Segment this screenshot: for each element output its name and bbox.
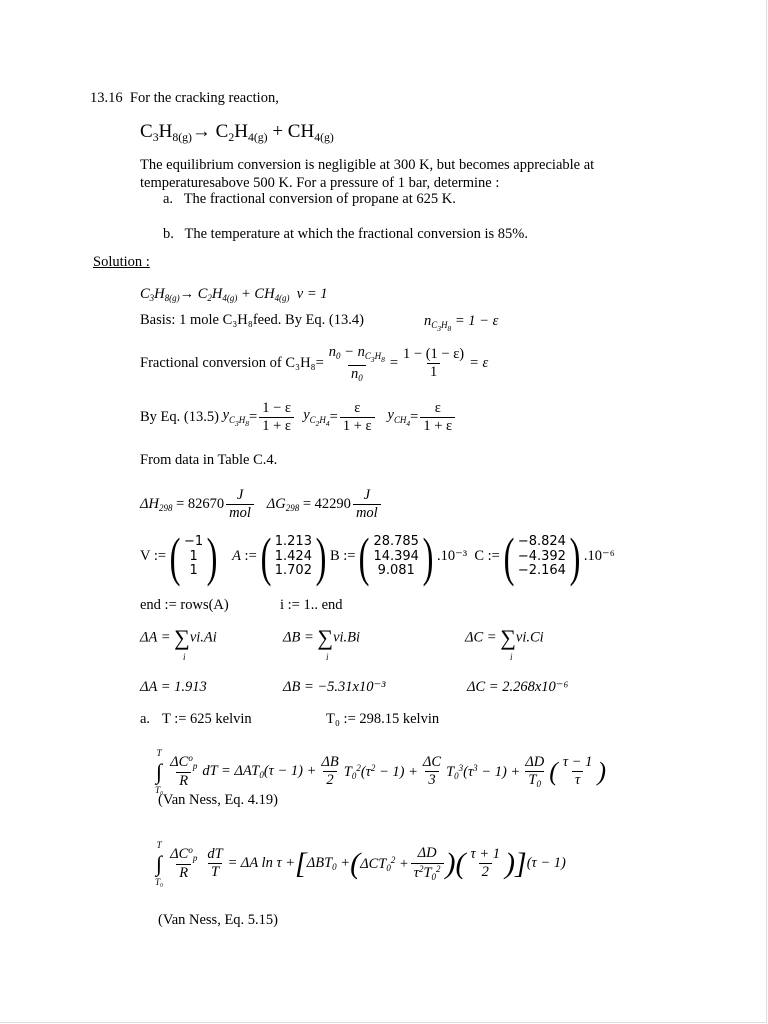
fractional-conversion-eq: Fractional conversion of C₃H₈= $\frac{n_0 - n_{C_3H_8}}{n_0}$ = $\frac{1 - (1 - \varepsilon)}{1}$ = ε xyxy=(140,344,489,384)
enthalpy-gibbs-values: $\Delta H_{298}$ = 82670 $\frac{J}{\text{mol}}$ $\Delta G_{298}$ = 42290 $\frac{J}{\text{mol}}$ xyxy=(140,487,383,523)
table-note: From data in Table C.4. xyxy=(140,452,278,468)
index-definition: i := 1.. end xyxy=(280,597,343,613)
sum-index-b: i xyxy=(326,652,329,662)
solution-heading: Solution : xyxy=(93,254,150,270)
problem-title: For the cracking reaction, xyxy=(129,90,279,106)
delta-b-sum: ΔB = ∑vi.Bi xyxy=(283,625,361,650)
moles-propane-eq: $n_{C_3H_8} = 1 - \varepsilon$ xyxy=(424,313,499,333)
sum-index-c: i xyxy=(510,652,513,662)
end-definition: end := rows(A) xyxy=(140,597,229,613)
statement-line-1: The equilibrium conversion is negligible at 300 K, but becomes appreciable at xyxy=(140,157,595,173)
entropy-integral-eq: T ∫ T₀ $\frac{\Delta C^o_p}{R}$ $\frac{dT}{T}$ = ΔA ln τ + [ $\Delta BT_0$ + ( $\Delta CT_0^2$ + $\frac{\Delta D}{\tau^2T_0^2}$ )( $\frac{\tau + 1}{2}$ )] (τ − 1) xyxy=(155,840,566,888)
reaction-equation-solution: $C_3H_{8(g)}\to C_2H_{4(g)} + CH_{4(g)}$ ν = 1 xyxy=(140,286,328,304)
delta-b-value: ΔB = −5.31x10⁻³ xyxy=(283,679,386,695)
part-b-question: b. The temperature at which the fractional conversion is 85%. xyxy=(163,226,528,242)
part-a-question: a. The fractional conversion of propane at 625 K. xyxy=(163,191,456,207)
delta-c-sum: ΔC = ∑vi.Ci xyxy=(465,625,544,650)
temperature-definition: T := 625 kelvin xyxy=(162,711,252,727)
van-ness-5-15-reference: (Van Ness, Eq. 5.15) xyxy=(158,912,279,928)
vector-a: ( 1.213 1.424 1.702 ) xyxy=(260,527,327,587)
problem-number: 13.16 xyxy=(90,90,123,106)
mole-fraction-eqs: By Eq. (13.5) $y_{C_3H_8}$ = $\frac{1 - \varepsilon}{1 + \varepsilon}$ $y_{C_2H_4}$ = $\frac{\varepsilon}{1 + \varepsilon}$ $y_{CH_4}$ = $\frac{\varepsilon}{1 + \varepsilon}$ xyxy=(140,400,457,436)
delta-a-sum: ΔA = ∑vi.Ai xyxy=(140,625,217,650)
delta-c-value: ΔC = 2.268x10⁻⁶ xyxy=(467,679,569,695)
van-ness-4-19-reference: (Van Ness, Eq. 4.19) xyxy=(158,792,279,808)
delta-a-value: ΔA = 1.913 xyxy=(140,679,207,695)
enthalpy-integral-eq: T ∫ T₀ $\frac{\Delta C^o_p}{R}$ dT = $\Delta AT_0(\tau - 1)$ + $\frac{\Delta B}{2}$ $T_0^2(\tau^2 - 1)$ + $\frac{\Delta C}{3}$ $T_0^3(\tau^3 - 1)$ + $\frac{\Delta D}{T_0}$ ( $\frac{\tau - 1}{\tau}$ ) xyxy=(155,748,607,796)
statement-line-2: temperaturesabove 500 K. For a pressure of 1 bar, determine : xyxy=(140,175,500,191)
vector-c: ( −8.824 −4.392 −2.164 ) xyxy=(503,527,581,587)
problem-header xyxy=(90,90,279,107)
vector-v: ( −1 1 1 ) xyxy=(169,527,218,587)
basis-text: Basis: 1 mole C₃H₈feed. By Eq. (13.4) xyxy=(140,312,364,328)
sum-index-a: i xyxy=(183,652,186,662)
part-a-label: a. xyxy=(140,711,151,727)
reaction-equation: $C_3H_{8(g)}\to C_2H_{4(g)} + CH_{4(g)}$ xyxy=(140,121,334,145)
reference-temperature-definition: T₀ := 298.15 kelvin xyxy=(326,711,440,727)
vector-b: ( 28.785 14.394 9.081 ) xyxy=(359,527,434,587)
coefficient-vectors: V := ( −1 1 1 ) A := ( 1.213 1.424 1.702 ) B := ( 28.785 14.394 9.081 ) .10⁻³ C := ( −8.824 −4.392 −2.164 ) .10⁻⁶ xyxy=(140,527,615,587)
